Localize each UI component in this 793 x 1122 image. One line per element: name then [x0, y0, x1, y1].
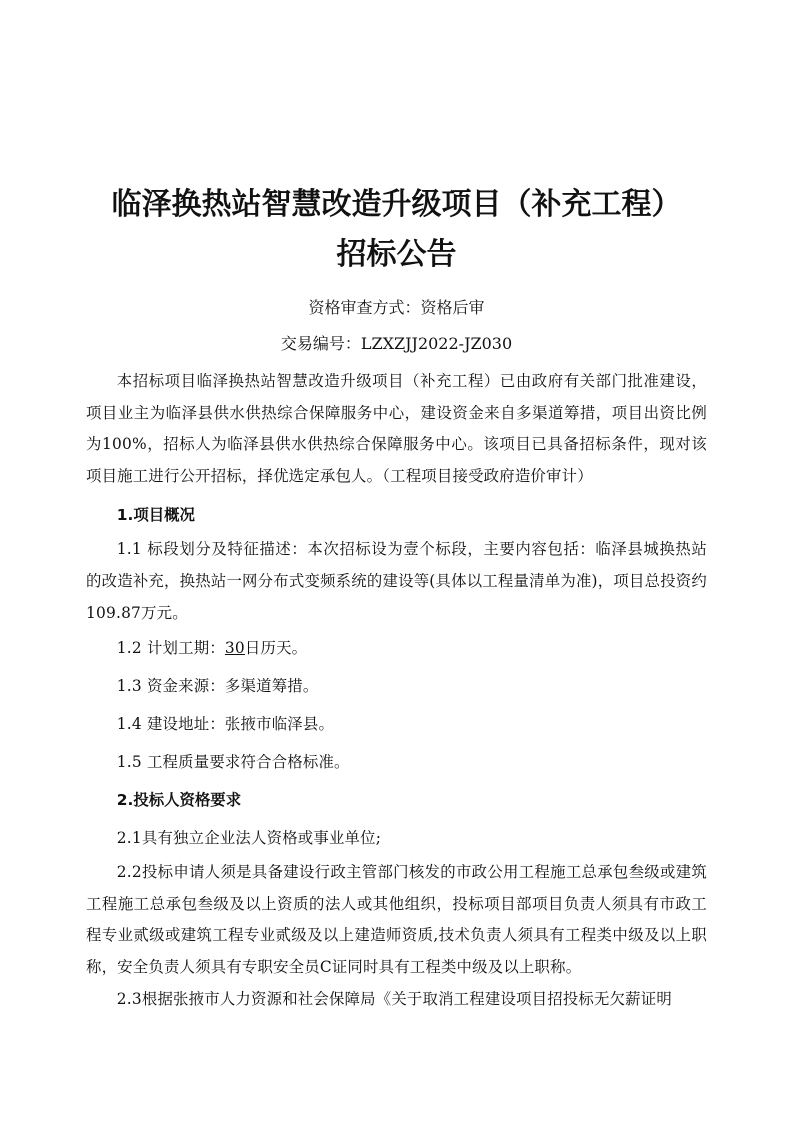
document-title-line1: 临泽换热站智慧改造升级项目（补充工程） [111, 187, 682, 222]
section2-item1: 2.1具有独立企业法人资格或事业单位; [116, 829, 382, 848]
trade-code: 交易编号：LZXZJJ2022-JZ030 [280, 334, 513, 353]
section1-item2-prefix: 1.2 计划工期： [116, 639, 225, 658]
section1-heading: 1.项目概况 [116, 506, 195, 525]
section2-item3: 2.3根据张掖市人力资源和社会保障局《关于取消工程建设项目招投标无欠薪证明 [116, 989, 672, 1008]
section1-item2-suffix: 日历天。 [244, 639, 308, 658]
section1-item4: 1.4 建设地址：张掖市临泽县。 [116, 715, 335, 734]
section2-item2: 2.2投标申请人须是具备建设行政主管部门核发的市政公用工程施工总承包叁级或建筑工程施工总承包叁级及以上资质的法人或其他组织，投标项目部项目负责人须具有市政工程专业贰级或建筑工程专业贰级及以上建造师资质,技术负责人须具有工程类中级及以上职称，安全负责人须具有专职安全员C证同时具有工程类中级及以上职称。 [86, 863, 707, 976]
section1-item2-days: 30 [224, 639, 245, 658]
intro-paragraph: 本招标项目临泽换热站智慧改造升级项目（补充工程）已由政府有关部门批准建设，项目业主为临泽县供水供热综合保障服务中心，建设资金来自多渠道筹措，项目出资比例为100%，招标人为临泽县供水供热综合保障服务中心。该项目已具备招标条件，现对该项目施工进行公开招标，择优选定承包人。（工程项目接受政府造价审计） [86, 372, 707, 485]
section1-item5: 1.5 工程质量要求符合合格标准。 [116, 753, 350, 772]
section2-heading: 2.投标人资格要求 [116, 791, 242, 810]
section1-item3: 1.3 资金来源：多渠道筹措。 [116, 677, 319, 696]
section1-item1: 1.1 标段划分及特征描述：本次招标设为壹个标段，主要内容包括：临泽县城换热站的改造补充，换热站一网分布式变频系统的建设等(具体以工程量清单为准)，项目总投资约109.87万元。 [86, 540, 707, 622]
review-method: 资格审查方式：资格后审 [308, 298, 485, 317]
document-title-line2: 招标公告 [336, 237, 457, 272]
section1-item2 [86, 629, 707, 667]
